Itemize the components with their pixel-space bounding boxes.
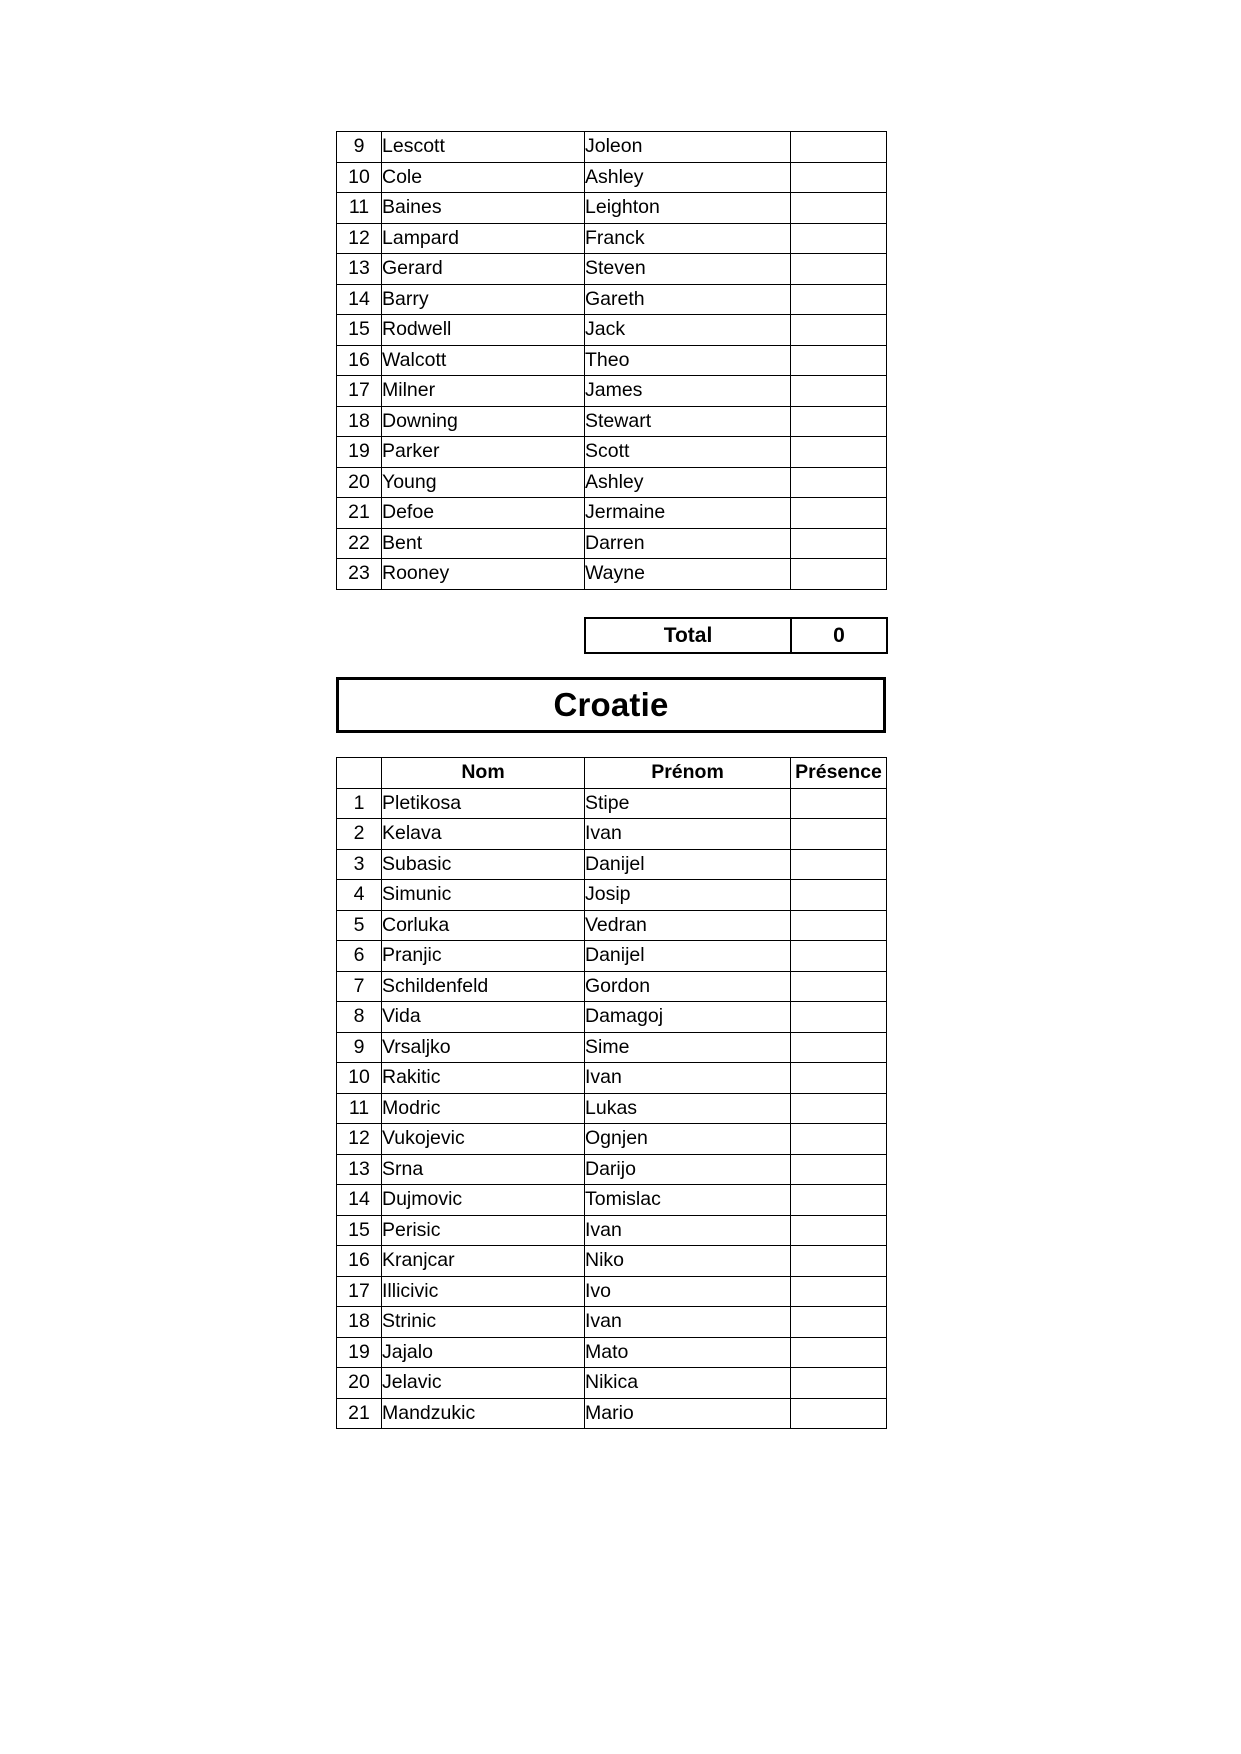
cell-prenom: Vedran — [585, 910, 791, 941]
cell-nom: Vukojevic — [382, 1124, 585, 1155]
cell-nom: Vrsaljko — [382, 1032, 585, 1063]
cell-nom: Pranjic — [382, 941, 585, 972]
cell-nom: Cole — [382, 162, 585, 193]
cell-presence[interactable] — [791, 1337, 887, 1368]
table-row — [337, 254, 887, 285]
cell-presence[interactable] — [791, 1307, 887, 1338]
cell-prenom: Ivan — [585, 1307, 791, 1338]
cell-prenom: Niko — [585, 1246, 791, 1277]
cell-num: 8 — [337, 1002, 382, 1033]
cell-nom: Subasic — [382, 849, 585, 880]
table-row — [337, 132, 887, 163]
cell-nom: Pletikosa — [382, 788, 585, 819]
cell-num: 18 — [337, 406, 382, 437]
cell-num: 12 — [337, 223, 382, 254]
cell-presence[interactable] — [791, 910, 887, 941]
cell-nom: Modric — [382, 1093, 585, 1124]
cell-presence[interactable] — [791, 1093, 887, 1124]
cell-num: 16 — [337, 345, 382, 376]
cell-num: 15 — [337, 315, 382, 346]
table-row — [337, 1063, 887, 1094]
cell-presence[interactable] — [791, 849, 887, 880]
cell-nom: Walcott — [382, 345, 585, 376]
cell-num: 17 — [337, 376, 382, 407]
table-row — [337, 910, 887, 941]
cell-presence[interactable] — [791, 1246, 887, 1277]
table-row — [337, 880, 887, 911]
cell-prenom: Theo — [585, 345, 791, 376]
table-row — [337, 1124, 887, 1155]
cell-presence[interactable] — [791, 162, 887, 193]
cell-presence[interactable] — [791, 971, 887, 1002]
cell-nom: Rodwell — [382, 315, 585, 346]
cell-presence[interactable] — [791, 467, 887, 498]
total-label: Total — [585, 618, 791, 653]
cell-presence[interactable] — [791, 528, 887, 559]
country-title-box — [336, 677, 886, 733]
table-row — [337, 193, 887, 224]
cell-num: 19 — [337, 437, 382, 468]
cell-num: 22 — [337, 528, 382, 559]
roster-table-england — [336, 131, 887, 590]
cell-num: 13 — [337, 1154, 382, 1185]
cell-num: 2 — [337, 819, 382, 850]
cell-prenom: Danijel — [585, 941, 791, 972]
table-row — [337, 1154, 887, 1185]
table-row — [337, 1185, 887, 1216]
cell-num: 13 — [337, 254, 382, 285]
cell-prenom: Ivan — [585, 819, 791, 850]
table-row — [337, 1093, 887, 1124]
cell-num: 11 — [337, 1093, 382, 1124]
table-row — [337, 376, 887, 407]
cell-num: 11 — [337, 193, 382, 224]
cell-nom: Simunic — [382, 880, 585, 911]
column-header-prenom: Prénom — [585, 758, 791, 789]
cell-num: 18 — [337, 1307, 382, 1338]
cell-prenom: Gordon — [585, 971, 791, 1002]
cell-prenom: Mato — [585, 1337, 791, 1368]
page-title: Croatie — [553, 686, 669, 723]
cell-nom: Rooney — [382, 559, 585, 590]
cell-presence[interactable] — [791, 941, 887, 972]
cell-presence[interactable] — [791, 193, 887, 224]
cell-presence[interactable] — [791, 498, 887, 529]
cell-presence[interactable] — [791, 1124, 887, 1155]
table-row — [337, 1215, 887, 1246]
cell-prenom: Gareth — [585, 284, 791, 315]
table-row — [337, 467, 887, 498]
cell-num: 1 — [337, 788, 382, 819]
cell-nom: Dujmovic — [382, 1185, 585, 1216]
table-row — [337, 1307, 887, 1338]
cell-prenom: Nikica — [585, 1368, 791, 1399]
cell-nom: Srna — [382, 1154, 585, 1185]
cell-presence[interactable] — [791, 254, 887, 285]
cell-prenom: Joleon — [585, 132, 791, 163]
cell-presence[interactable] — [791, 788, 887, 819]
cell-prenom: Ivan — [585, 1063, 791, 1094]
cell-presence[interactable] — [791, 1002, 887, 1033]
cell-prenom: Ashley — [585, 467, 791, 498]
column-header-presence: Présence — [791, 758, 887, 789]
column-header-nom: Nom — [382, 758, 585, 789]
cell-prenom: James — [585, 376, 791, 407]
cell-presence[interactable] — [791, 406, 887, 437]
table-row — [337, 284, 887, 315]
column-header-num — [337, 758, 382, 789]
cell-presence[interactable] — [791, 1398, 887, 1429]
cell-prenom: Damagoj — [585, 1002, 791, 1033]
table-row — [337, 1368, 887, 1399]
cell-nom: Jajalo — [382, 1337, 585, 1368]
cell-prenom: Stewart — [585, 406, 791, 437]
cell-nom: Jelavic — [382, 1368, 585, 1399]
cell-nom: Kranjcar — [382, 1246, 585, 1277]
cell-presence[interactable] — [791, 223, 887, 254]
cell-nom: Corluka — [382, 910, 585, 941]
cell-nom: Bent — [382, 528, 585, 559]
cell-presence[interactable] — [791, 880, 887, 911]
cell-presence[interactable] — [791, 315, 887, 346]
cell-presence[interactable] — [791, 132, 887, 163]
cell-nom: Kelava — [382, 819, 585, 850]
cell-num: 19 — [337, 1337, 382, 1368]
table-row — [337, 819, 887, 850]
cell-nom: Vida — [382, 1002, 585, 1033]
cell-num: 9 — [337, 132, 382, 163]
cell-presence[interactable] — [791, 1063, 887, 1094]
table-row — [337, 941, 887, 972]
cell-presence[interactable] — [791, 376, 887, 407]
cell-presence[interactable] — [791, 1215, 887, 1246]
cell-nom: Downing — [382, 406, 585, 437]
table-row — [337, 971, 887, 1002]
cell-nom: Perisic — [382, 1215, 585, 1246]
cell-nom: Lescott — [382, 132, 585, 163]
cell-num: 12 — [337, 1124, 382, 1155]
cell-presence[interactable] — [791, 1276, 887, 1307]
cell-num: 7 — [337, 971, 382, 1002]
table-row — [585, 618, 887, 653]
cell-prenom: Tomislac — [585, 1185, 791, 1216]
cell-presence[interactable] — [791, 345, 887, 376]
cell-num: 20 — [337, 467, 382, 498]
cell-num: 10 — [337, 1063, 382, 1094]
table-row — [337, 1337, 887, 1368]
table-row — [337, 1002, 887, 1033]
cell-presence[interactable] — [791, 1368, 887, 1399]
cell-nom: Strinic — [382, 1307, 585, 1338]
cell-num: 17 — [337, 1276, 382, 1307]
cell-prenom: Leighton — [585, 193, 791, 224]
cell-prenom: Josip — [585, 880, 791, 911]
cell-num: 6 — [337, 941, 382, 972]
cell-prenom: Ognjen — [585, 1124, 791, 1155]
table-row — [337, 528, 887, 559]
cell-num: 14 — [337, 1185, 382, 1216]
cell-presence[interactable] — [791, 1185, 887, 1216]
cell-prenom: Jack — [585, 315, 791, 346]
table-row — [337, 162, 887, 193]
roster-header-croatia — [337, 758, 887, 789]
cell-nom: Illicivic — [382, 1276, 585, 1307]
cell-num: 5 — [337, 910, 382, 941]
table-row — [337, 788, 887, 819]
cell-nom: Young — [382, 467, 585, 498]
cell-prenom: Darijo — [585, 1154, 791, 1185]
cell-nom: Gerard — [382, 254, 585, 285]
table-row — [337, 559, 887, 590]
cell-nom: Lampard — [382, 223, 585, 254]
cell-prenom: Stipe — [585, 788, 791, 819]
roster-body-england — [337, 132, 887, 590]
cell-nom: Mandzukic — [382, 1398, 585, 1429]
table-row — [337, 315, 887, 346]
roster-table-croatia — [336, 757, 887, 1429]
table-row — [337, 437, 887, 468]
cell-presence[interactable] — [791, 559, 887, 590]
cell-presence[interactable] — [791, 1154, 887, 1185]
cell-prenom: Ashley — [585, 162, 791, 193]
cell-prenom: Danijel — [585, 849, 791, 880]
table-row — [337, 1246, 887, 1277]
cell-prenom: Mario — [585, 1398, 791, 1429]
table-header-row — [337, 758, 887, 789]
table-row — [337, 849, 887, 880]
total-row — [584, 617, 888, 654]
cell-num: 3 — [337, 849, 382, 880]
cell-num: 10 — [337, 162, 382, 193]
cell-num: 15 — [337, 1215, 382, 1246]
cell-prenom: Jermaine — [585, 498, 791, 529]
cell-presence[interactable] — [791, 1032, 887, 1063]
cell-prenom: Ivo — [585, 1276, 791, 1307]
table-row — [337, 406, 887, 437]
table-row — [337, 223, 887, 254]
table-row — [337, 345, 887, 376]
table-row — [337, 1032, 887, 1063]
cell-prenom: Wayne — [585, 559, 791, 590]
cell-num: 14 — [337, 284, 382, 315]
cell-prenom: Darren — [585, 528, 791, 559]
cell-num: 4 — [337, 880, 382, 911]
cell-prenom: Ivan — [585, 1215, 791, 1246]
cell-presence[interactable] — [791, 284, 887, 315]
table-row — [337, 498, 887, 529]
cell-num: 21 — [337, 498, 382, 529]
cell-num: 21 — [337, 1398, 382, 1429]
cell-nom: Baines — [382, 193, 585, 224]
cell-prenom: Steven — [585, 254, 791, 285]
roster-body-croatia — [337, 788, 887, 1429]
cell-nom: Defoe — [382, 498, 585, 529]
cell-nom: Barry — [382, 284, 585, 315]
total-value: 0 — [791, 618, 887, 653]
table-row — [337, 1398, 887, 1429]
cell-nom: Rakitic — [382, 1063, 585, 1094]
cell-nom: Parker — [382, 437, 585, 468]
cell-prenom: Sime — [585, 1032, 791, 1063]
cell-presence[interactable] — [791, 819, 887, 850]
cell-num: 9 — [337, 1032, 382, 1063]
cell-presence[interactable] — [791, 437, 887, 468]
cell-prenom: Franck — [585, 223, 791, 254]
cell-prenom: Lukas — [585, 1093, 791, 1124]
cell-nom: Schildenfeld — [382, 971, 585, 1002]
cell-prenom: Scott — [585, 437, 791, 468]
cell-nom: Milner — [382, 376, 585, 407]
cell-num: 23 — [337, 559, 382, 590]
table-row — [337, 1276, 887, 1307]
cell-num: 20 — [337, 1368, 382, 1399]
cell-num: 16 — [337, 1246, 382, 1277]
